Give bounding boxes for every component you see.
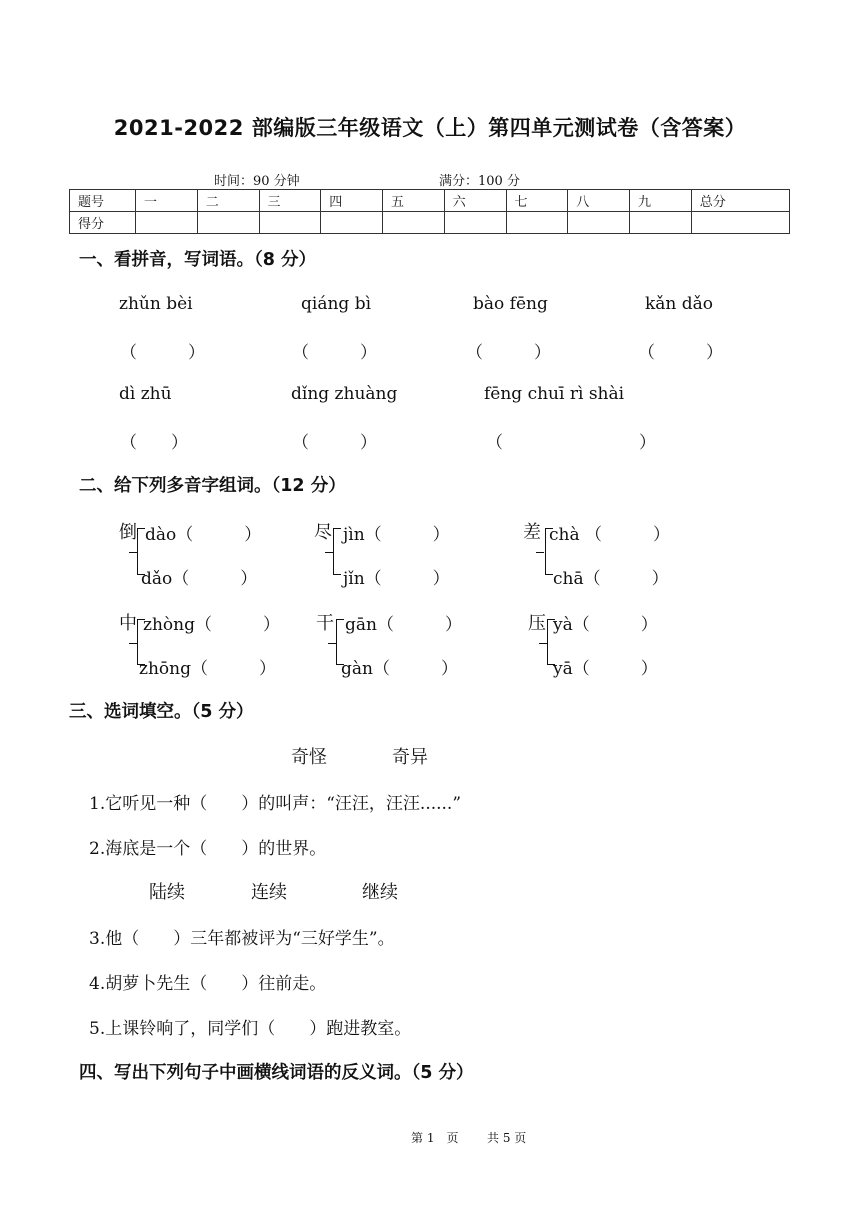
word-option: 陆续 (149, 882, 185, 903)
score-input-cell[interactable] (506, 212, 568, 234)
score-input-cell[interactable] (444, 212, 506, 234)
polyphone-reading[interactable]: yā（ ） (553, 659, 658, 679)
full-score: 满分：100 分 (439, 174, 520, 189)
question-4: 4.胡萝卜先生（ ）往前走。 (89, 974, 327, 994)
polyphone-reading[interactable]: chà （ ） (549, 525, 671, 545)
question-5: 5.上课铃响了，同学们（ ）跑进教室。 (89, 1019, 412, 1039)
score-header-cell: 四 (321, 190, 383, 212)
score-row-label: 得分 (70, 212, 136, 234)
section-1-heading: 一、看拼音，写词语。（8 分） (79, 250, 317, 270)
polyphone-reading[interactable]: chā（ ） (553, 569, 669, 589)
polyphone-reading[interactable]: gān（ ） (345, 615, 462, 635)
score-header-cell: 一 (136, 190, 198, 212)
answer-blank[interactable]: （ ） (292, 433, 377, 453)
brace (545, 528, 546, 575)
exam-time: 时间：90 分钟 (214, 174, 300, 189)
score-input-cell[interactable] (321, 212, 383, 234)
word-option: 连续 (251, 882, 287, 903)
word-option: 继续 (362, 882, 398, 903)
pinyin-item: dǐng zhuàng (291, 384, 398, 404)
score-table (69, 189, 790, 234)
page-number: 第 1 页 (411, 1131, 459, 1145)
answer-blank[interactable]: （ ） (292, 343, 377, 363)
pinyin-item: fēng chuī rì shài (484, 384, 625, 404)
brace-tick (129, 643, 137, 644)
score-table-score-row (70, 212, 790, 234)
brace (137, 528, 138, 575)
polyphone-char: 压 (528, 613, 546, 634)
section-2-heading: 二、给下列多音字组词。（12 分） (79, 476, 346, 496)
question-1: 1.它听见一种（ ）的叫声：“汪汪，汪汪......” (89, 794, 462, 814)
score-header-cell: 总分 (691, 190, 789, 212)
brace (333, 528, 334, 575)
pinyin-item: kǎn dǎo (645, 294, 714, 314)
pinyin-item: zhǔn bèi (119, 294, 193, 314)
pinyin-item: qiáng bì (301, 294, 372, 314)
brace-tick (328, 643, 336, 644)
polyphone-reading[interactable]: dǎo（ ） (141, 569, 258, 589)
word-option: 奇异 (392, 747, 428, 768)
score-header-cell: 八 (568, 190, 630, 212)
section-3-heading: 三、选词填空。（5 分） (69, 702, 254, 722)
polyphone-reading[interactable]: jìn（ ） (343, 525, 450, 545)
section-4-heading: 四、写出下列句子中画横线词语的反义词。（5 分） (79, 1063, 474, 1083)
score-input-cell[interactable] (259, 212, 321, 234)
score-header-cell: 六 (444, 190, 506, 212)
score-header-cell: 九 (630, 190, 692, 212)
score-header-cell: 五 (383, 190, 445, 212)
brace-tick (129, 552, 137, 553)
score-header-cell: 二 (197, 190, 259, 212)
question-3: 3.他（ ）三年都被评为“三好学生”。 (89, 929, 395, 949)
score-input-cell[interactable] (568, 212, 630, 234)
polyphone-char: 差 (523, 522, 541, 543)
brace-tick (539, 643, 547, 644)
polyphone-reading[interactable]: dào（ ） (145, 525, 262, 545)
page-title: 2021-2022 部编版三年级语文（上）第四单元测试卷（含答案） (113, 116, 747, 140)
pinyin-item: bào fēng (473, 294, 548, 314)
polyphone-char: 干 (316, 613, 334, 634)
score-input-cell[interactable] (197, 212, 259, 234)
polyphone-char: 倒 (119, 522, 137, 543)
brace-tick (325, 552, 333, 553)
answer-blank[interactable]: （ ） (466, 343, 551, 363)
answer-blank[interactable]: （ ） (486, 433, 656, 453)
polyphone-reading[interactable]: yà（ ） (553, 615, 658, 635)
polyphone-reading[interactable]: zhòng（ ） (143, 615, 280, 635)
polyphone-reading[interactable]: zhōng（ ） (139, 659, 276, 679)
page-total: 共 5 页 (487, 1131, 527, 1145)
polyphone-char: 尽 (314, 522, 332, 543)
brace (336, 619, 337, 665)
answer-blank[interactable]: （ ） (120, 433, 188, 453)
polyphone-reading[interactable]: jǐn（ ） (343, 569, 450, 589)
score-input-cell[interactable] (136, 212, 198, 234)
score-input-cell[interactable] (630, 212, 692, 234)
answer-blank[interactable]: （ ） (638, 343, 723, 363)
brace (547, 619, 548, 665)
polyphone-reading[interactable]: gàn（ ） (341, 659, 458, 679)
score-input-cell[interactable] (383, 212, 445, 234)
score-table-header-row (70, 190, 790, 212)
question-2: 2.海底是一个（ ）的世界。 (89, 839, 327, 859)
polyphone-char: 中 (119, 613, 137, 634)
score-input-cell[interactable] (691, 212, 789, 234)
brace-tick (536, 552, 544, 553)
answer-blank[interactable]: （ ） (120, 343, 205, 363)
word-option: 奇怪 (291, 747, 327, 768)
pinyin-item: dì zhū (119, 384, 172, 404)
score-header-cell: 七 (506, 190, 568, 212)
score-header-cell: 题号 (70, 190, 136, 212)
score-header-cell: 三 (259, 190, 321, 212)
brace (137, 619, 138, 665)
